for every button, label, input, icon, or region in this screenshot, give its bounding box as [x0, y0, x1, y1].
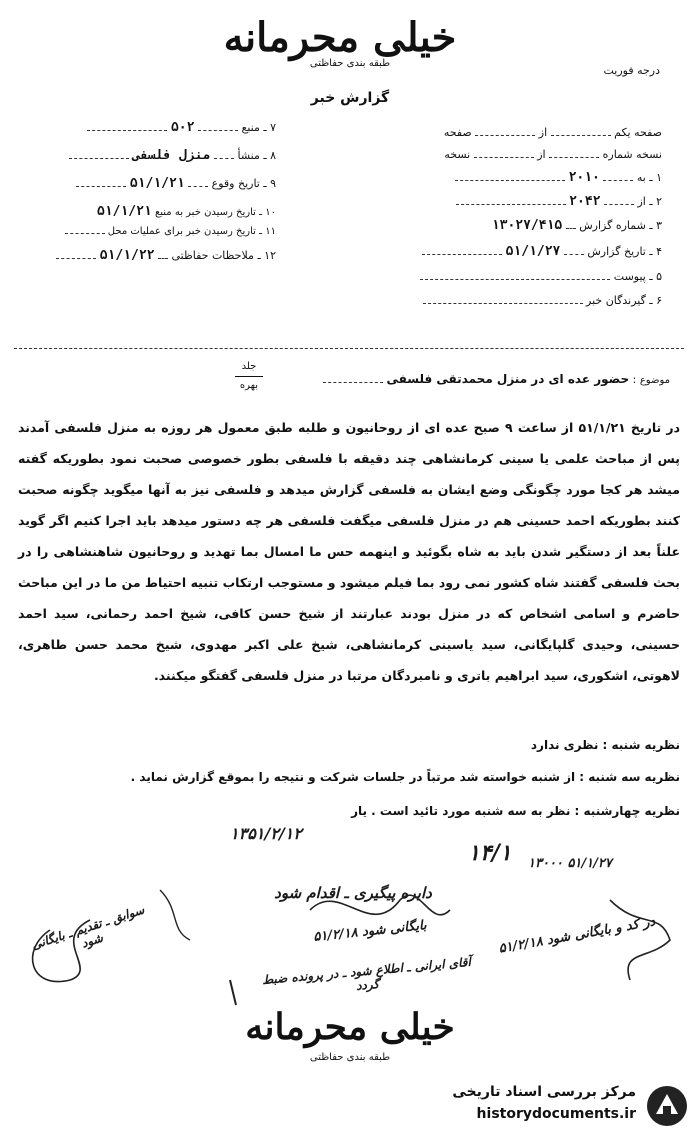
- note-saturday: نظریه شنبه : نظری ندارد: [530, 738, 680, 752]
- field-source-receipt-date: ۱۰ ـ تاریخ رسیدن خبر به منبع ۵۱/۱/۲۱: [96, 204, 276, 219]
- handwritten-signature-center: دایره پیگیری ـ اقدام شود: [274, 884, 432, 902]
- field-to: ۱ ـ به ۲۰۱۰: [372, 170, 662, 185]
- field-recipients: ۶ ـ گیرندگان خبر: [372, 294, 662, 307]
- handwritten-signature-middle: بایگانی شود ۵۱/۲/۱۸: [312, 918, 428, 945]
- handwritten-date: ۱۳۵۱/۲/۱۲: [230, 824, 302, 843]
- report-heading: گزارش خبر: [310, 90, 390, 106]
- field-attachment: ۵ ـ پیوست: [372, 270, 662, 283]
- watermark-name: مرکز بررسی اسناد تاریخی: [452, 1084, 636, 1100]
- handwritten-signature-lower: آقای ایرانی ـ اطلاع شود ـ در پرونده ضبط گردد: [261, 954, 472, 993]
- handwritten-margin-figures: ۱۳۰۰۰ ۵۱/۱/۲۷: [528, 856, 612, 871]
- subject-line: موضوع : حضور عده ای در منزل محمدتقی فلسفی: [10, 372, 670, 386]
- field-origin: ۸ ـ منشأ منزل فلسفی: [18, 148, 276, 163]
- degree-label: درجه فوریت: [603, 64, 660, 77]
- field-security-notes: ۱۲ ـ ملاحظات حفاظتی ۵۱/۱/۲۲: [18, 248, 276, 263]
- watermark-logo: [400, 1082, 696, 1130]
- field-from: ۲ ـ از ۲۰۴۲: [372, 194, 662, 209]
- handwritten-signature-right: در کد و بایگانی شود ۵۱/۲/۱۸: [497, 914, 657, 957]
- separator-line: [14, 348, 684, 349]
- field-source: ۷ ـ منبع ۵۰۲: [18, 120, 276, 135]
- field-report-number: ۳ ـ شماره گزارش ۱۳۰۲۷/۴۱۵: [491, 218, 662, 233]
- note-wednesday: نظریه چهارشنبه : نظر به سه شنبه مورد تائید است . یار: [351, 804, 680, 818]
- field-occurrence-date: ۹ ـ تاریخ وقوع ۵۱/۱/۲۱: [18, 176, 276, 191]
- field-page: صفحه یکم از صفحه: [443, 126, 662, 139]
- watermark-url: historydocuments.ir: [476, 1106, 636, 1122]
- report-body: در تاریخ ۵۱/۱/۲۱ از ساعت ۹ صبح عده ای از روحانیون و طلبه طبق معمول هر روزه به منزل فلسفی آمدند پس از مباحث علمی یا سینی کرمانشاهی چند دقیقه با فلسفی بطور خصوصی صحبت نمود بطوریکه گفته میشد هر کجا مورد چگونگی وضع ایشان به فلسفی گزارش میدهد و فلسفی نیز به آنها میگوید چگونه صحبت کنند بطوریکه احمد حسینی هم در منزل فلسفی میگفت فلسفی هر چه دستور میدهد باید اجرا کنیم اگر گوید علناً بعد از دستگیر شدن باید به شاه بگوئید و اینهمه حس ما امسال بما تهدید و روحانیون شاهنشاهی را در بحث فلسفی گفتند شاه کشور نمی رود بما فیلم میشود و مستوجب ارتکاب تنبیه احتیاط من ما در این مباحث حاضرم و اسامی اشخاص که در منزل بودند عبارتند از شیخ حسن کافی، شیخ احمد رحمانی، سید احمد حسینی، وحیدی گلپایگانی، سید یاسینی کرمانشاهی، شیخ علی اکبر مهدوی، شیخ محمد حسن طاهری، لاهوتی، اشکوری، سید ابراهیم باتری و نامبردگان مرتبا در منزل فلسفی گفتگو میکنند.: [18, 420, 681, 683]
- handwritten-margin-number: ۱۴/۱: [468, 840, 512, 866]
- signature-strokes: [10, 870, 690, 1010]
- sheet-mark: جلد بهره: [235, 360, 263, 393]
- archive-logo-icon: [644, 1084, 690, 1128]
- handwritten-signature-left: سوابق ـ تقدیم ـ بایگانی شود: [29, 902, 146, 953]
- field-operations-date: ۱۱ ـ تاریخ رسیدن خبر برای عملیات محل: [18, 226, 276, 237]
- page-title: خیلی محرمانه: [223, 14, 457, 61]
- field-report-date: ۴ ـ تاریخ گزارش ۵۱/۱/۲۷: [372, 244, 662, 259]
- note-tuesday: نظریه سه شنبه : از شنبه خواسته شد مرتباً در جلسات شرکت و نتیجه را بموقع گزارش نماید .: [130, 770, 680, 784]
- bottom-stamp: خیلی محرمانه: [245, 1006, 455, 1048]
- classification-note: طبقه بندی حفاظتی: [309, 58, 391, 69]
- bottom-stamp-sub: طبقه بندی حفاظتی: [309, 1052, 391, 1063]
- field-copy: نسخه شماره از نسخه: [444, 148, 662, 161]
